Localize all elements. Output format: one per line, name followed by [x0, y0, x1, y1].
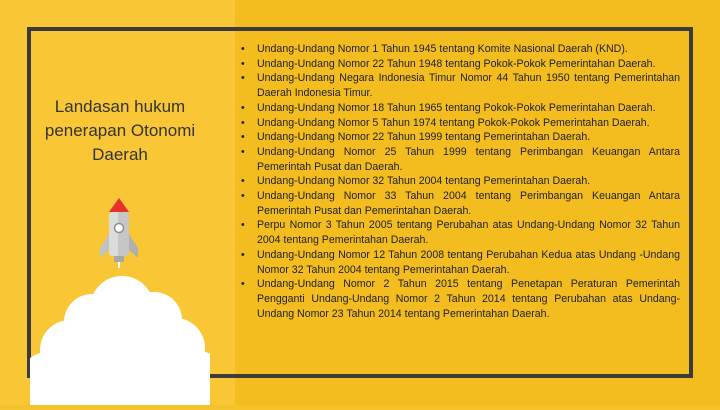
list-item: • Undang-Undang Nomor 25 Tahun 1999 tentang Perimbangan Keuangan Antara Pemerintah Pusat dan Daerah.: [240, 145, 680, 174]
rocket-icon: [100, 198, 138, 268]
list-item: • Undang-Undang Nomor 32 Tahun 2004 tentang Pemerintahan Daerah.: [240, 174, 680, 189]
rocket-launch-icon: [30, 190, 210, 410]
list-item: • Perpu Nomor 3 Tahun 2005 tentang Perubahan atas Undang-Undang Nomor 32 Tahun 2004 tentang Pemerintahan Daerah.: [240, 218, 680, 247]
list-item: • Undang-Undang Nomor 22 Tahun 1999 tentang Pemerintahan Daerah.: [240, 130, 680, 145]
list-item: • Undang-Undang Nomor 12 Tahun 2008 tentang Perubahan Kedua atas Undang -Undang Nomor 32 Tahun 2004 tentang Pemerintahan Daerah.: [240, 248, 680, 277]
cloud-shape: [30, 276, 210, 405]
list-item: • Undang-Undang Negara Indonesia Timur Nomor 44 Tahun 1950 tentang Pemerintahan Daerah Indonesia Timur.: [240, 71, 680, 100]
list-item: • Undang-Undang Nomor 2 Tahun 2015 tentang Penetapan Peraturan Pemerintah Pengganti Undang-Undang Nomor 2 Tahun 2014 tentang Perubahan atas Undang-Undang Nomor 23 Tahun 2014 tentang Pemerintahan Daerah.: [240, 277, 680, 321]
list-item: • Undang-Undang Nomor 18 Tahun 1965 tentang Pokok-Pokok Pemerintahan Daerah.: [240, 101, 680, 116]
legal-basis-list: [240, 42, 680, 321]
list-item: • Undang-Undang Nomor 1 Tahun 1945 tentang Komite Nasional Daerah (KND).: [240, 42, 680, 57]
list-item: • Undang-Undang Nomor 22 Tahun 1948 tentang Pokok-Pokok Pemerintahan Daerah.: [240, 57, 680, 72]
slide-title: Landasan hukum penerapan Otonomi Daerah: [44, 97, 196, 164]
list-item: • Undang-Undang Nomor 33 Tahun 2004 tentang Perimbangan Keuangan Antara Pemerintah Pusat dan Pemerintahan Daerah.: [240, 189, 680, 218]
list-item: • Undang-Undang Nomor 5 Tahun 1974 tentang Pokok-Pokok Pemerintahan Daerah.: [240, 116, 680, 131]
